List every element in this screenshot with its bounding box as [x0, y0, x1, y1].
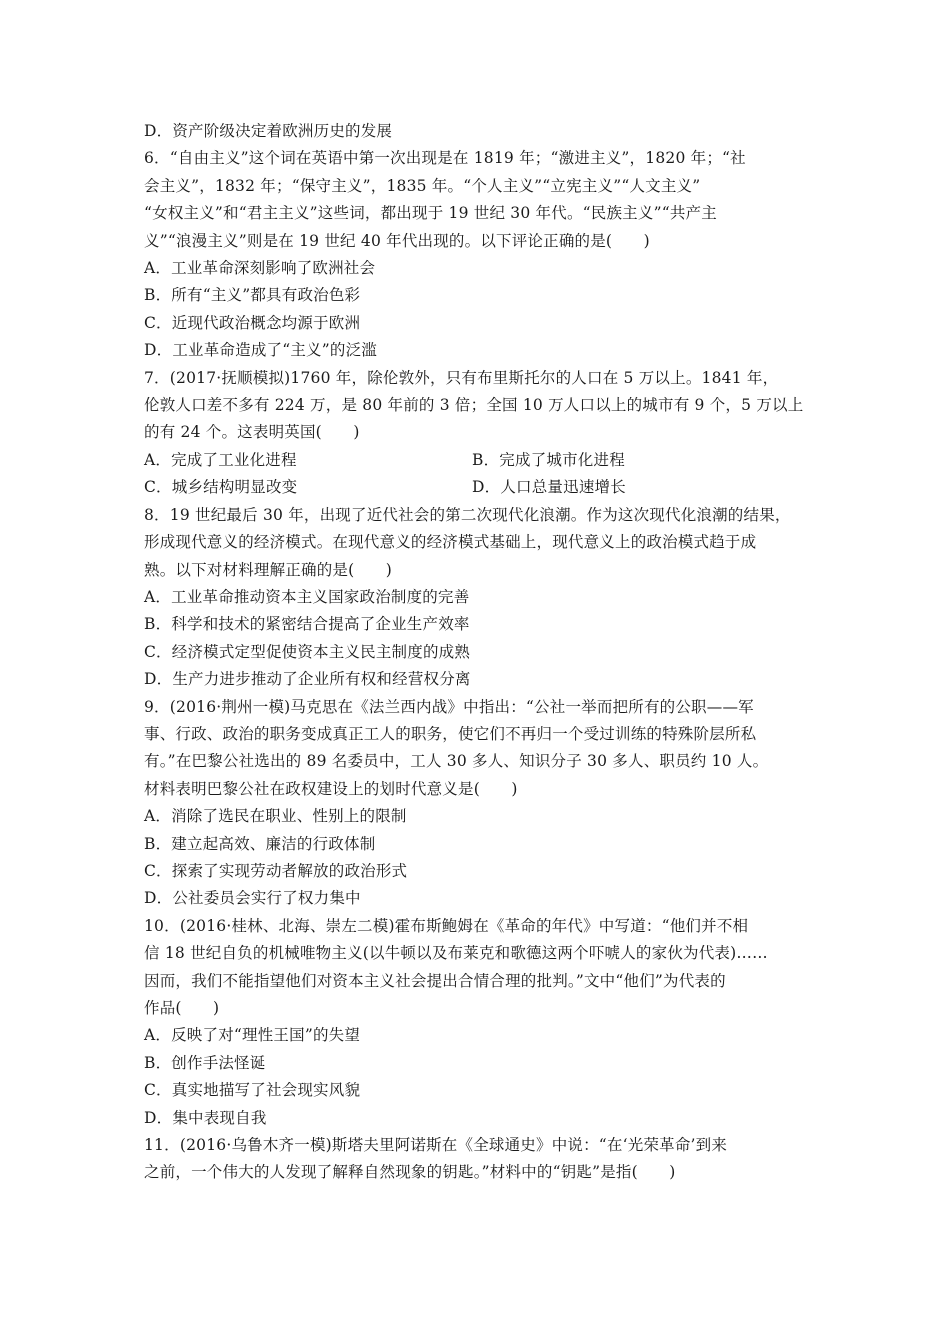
question-9	[144, 694, 814, 913]
option-c: C．经济模式定型促使资本主义民主制度的成熟	[144, 642, 471, 661]
option-d: D．公社委员会实行了权力集中	[144, 889, 361, 908]
question-stem-line: 有。”在巴黎公社选出的 89 名委员中，工人 30 多人、知识分子 30 多人、职员约 10 人。	[144, 752, 769, 771]
option-a: A．反映了对“理性王国”的失望	[144, 1026, 361, 1045]
question-7	[144, 365, 814, 502]
option-b: B．建立起高效、廉洁的行政体制	[144, 834, 376, 853]
question-stem-line: 7．(2017·抚顺模拟)1760 年，除伦敦外，只有布里斯托尔的人口在 5 万以上。1841 年，	[144, 368, 779, 387]
question-stem-line: 10．(2016·桂林、北海、崇左二模)霍布斯鲍姆在《革命的年代》中写道：“他们并不相	[144, 916, 749, 935]
question-list	[144, 118, 814, 1187]
question-stem-line: 作品( )	[144, 999, 220, 1017]
question-stem-line: 之前，一个伟大的人发现了解释自然现象的钥匙。”材料中的“钥匙”是指( )	[144, 1163, 676, 1182]
question-stem-line: 11．(2016·乌鲁木齐一模)斯塔夫里阿诺斯在《全球通史》中说：“在‘光荣革命’到来	[144, 1136, 728, 1155]
option-d: D．工业革命造成了“主义”的泛滥	[144, 341, 377, 360]
option-d: D．集中表现自我	[144, 1108, 267, 1127]
question-stem-line: 因而，我们不能指望他们对资本主义社会提出合情合理的批判。”文中“他们”为代表的	[144, 971, 726, 990]
option-b: B．科学和技术的紧密结合提高了企业生产效率	[144, 615, 470, 634]
option-a: A．完成了工业化进程	[144, 450, 297, 469]
question-stem-line: 8．19 世纪最后 30 年，出现了近代社会的第二次现代化浪潮。作为这次现代化浪潮的结果，	[144, 505, 791, 524]
option-a: A．工业革命推动资本主义国家政治制度的完善	[144, 587, 470, 606]
question-10	[144, 913, 814, 1132]
question-stem-line: 的有 24 个。这表明英国( )	[144, 423, 360, 442]
option-c: C．城乡结构明显改变	[144, 478, 298, 497]
question-stem-line: 形成现代意义的经济模式。在现代意义的经济模式基础上，现代意义上的政治模式趋于成	[144, 533, 757, 552]
option-c: C．近现代政治概念均源于欧洲	[144, 313, 361, 332]
option-5d: D．资产阶级决定着欧洲历史的发展	[144, 122, 393, 140]
question-8	[144, 502, 814, 694]
question-6	[144, 145, 814, 364]
option-d: D．人口总量迅速增长	[472, 478, 626, 497]
question-stem-line: 9．(2016·荆州一模)马克思在《法兰西内战》中指出：“公社一举而把所有的公职——军	[144, 697, 754, 716]
question-stem-line: 信 18 世纪自负的机械唯物主义(以牛顿以及布莱克和歌德这两个吓唬人的家伙为代表)……	[144, 944, 768, 963]
option-a: A．消除了选民在职业、性别上的限制	[144, 807, 407, 826]
question-stem-line: 义”“浪漫主义”则是在 19 世纪 40 年代出现的。以下评论正确的是( )	[144, 231, 650, 250]
option-a: A．工业革命深刻影响了欧洲社会	[144, 259, 376, 278]
question-stem-line: 会主义”，1832 年；“保守主义”，1835 年。“个人主义”“立宪主义”“人文主义”	[144, 176, 701, 195]
question-stem-line: 材料表明巴黎公社在政权建设上的划时代意义是( )	[144, 779, 518, 798]
option-row	[144, 474, 814, 501]
question-stem-line: 伦敦人口差不多有 224 万，是 80 年前的 3 倍；全国 10 万人口以上的城市有 9 个，5 万以上	[144, 396, 804, 415]
question-stem-line: 事、行政、政治的职务变成真正工人的职务，使它们不再归一个受过训练的特殊阶层所私	[144, 724, 757, 743]
question-stem-line: 熟。以下对材料理解正确的是( )	[144, 560, 392, 579]
question-stem-line: 6．“自由主义”这个词在英语中第一次出现是在 1819 年；“激进主义”，1820 年；“社	[144, 149, 746, 168]
question-11	[144, 1132, 814, 1187]
option-b: B．创作手法怪诞	[144, 1053, 266, 1072]
option-b: B．完成了城市化进程	[472, 450, 625, 469]
option-d: D．生产力进步推动了企业所有权和经营权分离	[144, 670, 471, 689]
option-c: C．真实地描写了社会现实风貌	[144, 1081, 361, 1100]
option-c: C．探索了实现劳动者解放的政治形式	[144, 861, 408, 880]
question-stem-line: “女权主义”和“君主主义”这些词，都出现于 19 世纪 30 年代。“民族主义”“共产主	[144, 204, 717, 223]
option-row	[144, 447, 814, 474]
option-b: B．所有“主义”都具有政治色彩	[144, 286, 361, 305]
